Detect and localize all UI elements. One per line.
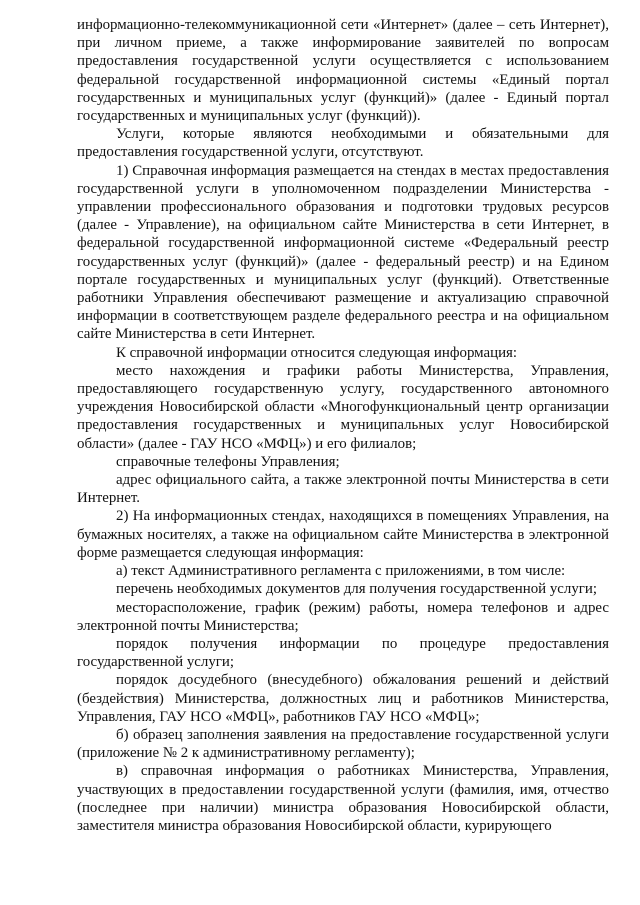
paragraph-7: адрес официального сайта, а также электронной почты Министерства в сети Интернет. [77,472,609,507]
paragraph-9: а) текст Административного регламента с приложениями, в том числе: [116,563,566,580]
paragraph-11: месторасположение, график (режим) работы, номера телефонов и адрес электронной почты Министерства; [77,599,609,634]
paragraph-10: перечень необходимых документов для получения государственной услуги; [116,581,597,598]
paragraph-1: информационно-телекоммуникационной сети «Интернет» (далее – сеть Интернет), при личном приеме, а также информирование заявителей по вопросам предоставления государственной услуги осуществляется с использованием федеральной государственной информационной системы «Единый портал государственных и муниципальных услуг (функций)» (далее - Единый портал государственных и муниципальных услуг (функций)). [77,17,609,125]
paragraph-14: б) образец заполнения заявления на предоставление государственной услуги (приложение № 2 к административному регламенту); [77,726,609,762]
paragraph-8: 2) На информационных стендах, находящихся в помещениях Управления, на бумажных носителях, а также на официальном сайте Министерства в электронной форме размещается следующая информация: [77,508,609,561]
paragraph-5: место нахождения и графики работы Министерства, Управления, предоставляющего государственную услугу, государственного автономного учреждения Новосибирской области «Многофункциональный центр организации предоставления государственных и муниципальных услуг Новосибирской области» (далее - ГАУ НСО «МФЦ») и его филиалов; [77,362,609,452]
paragraph-6: справочные телефоны Управления; [116,453,340,470]
paragraph-12: порядок получения информации по процедуре предоставления государственной услуги; [77,635,609,671]
paragraph-2: Услуги, которые являются необходимыми и обязательными для предоставления государственной услуги, отсутствуют. [77,126,609,161]
paragraph-15: в) справочная информация о работниках Министерства, Управления, участвующих в предоставлении государственной услуги (фамилия, имя, отчество (последнее при наличии) министра образования Новосибирской области, заместителя министра образования Новосибирской области, курирующего [77,763,609,834]
document-page [77,16,609,835]
paragraph-13: порядок досудебного (внесудебного) обжалования решений и действий (бездействия) Министерства, должностных лиц и работников Министерства, Управления, ГАУ НСО «МФЦ», работников ГАУ НСО «МФЦ»; [77,672,609,725]
paragraph-3: 1) Справочная информация размещается на стендах в местах предоставления государственной услуги в уполномоченном подразделении Министерства - управлении профессионального образования и подготовки трудовых ресурсов (далее - Управление), на официальном сайте Министерства в сети Интернет, в федеральной государственной информационной системе «Федеральный реестр государственных услуг (функций)» (далее - федеральный реестр) и на Едином портале государственных и муниципальных услуг (функций). Ответственные работники Управления обеспечивают размещение и актуализацию справочной информации в соответствующем разделе федерального реестра и на официальном сайте Министерства в сети Интернет. [77,162,609,343]
paragraph-4: К справочной информации относится следующая информация: [116,344,518,361]
